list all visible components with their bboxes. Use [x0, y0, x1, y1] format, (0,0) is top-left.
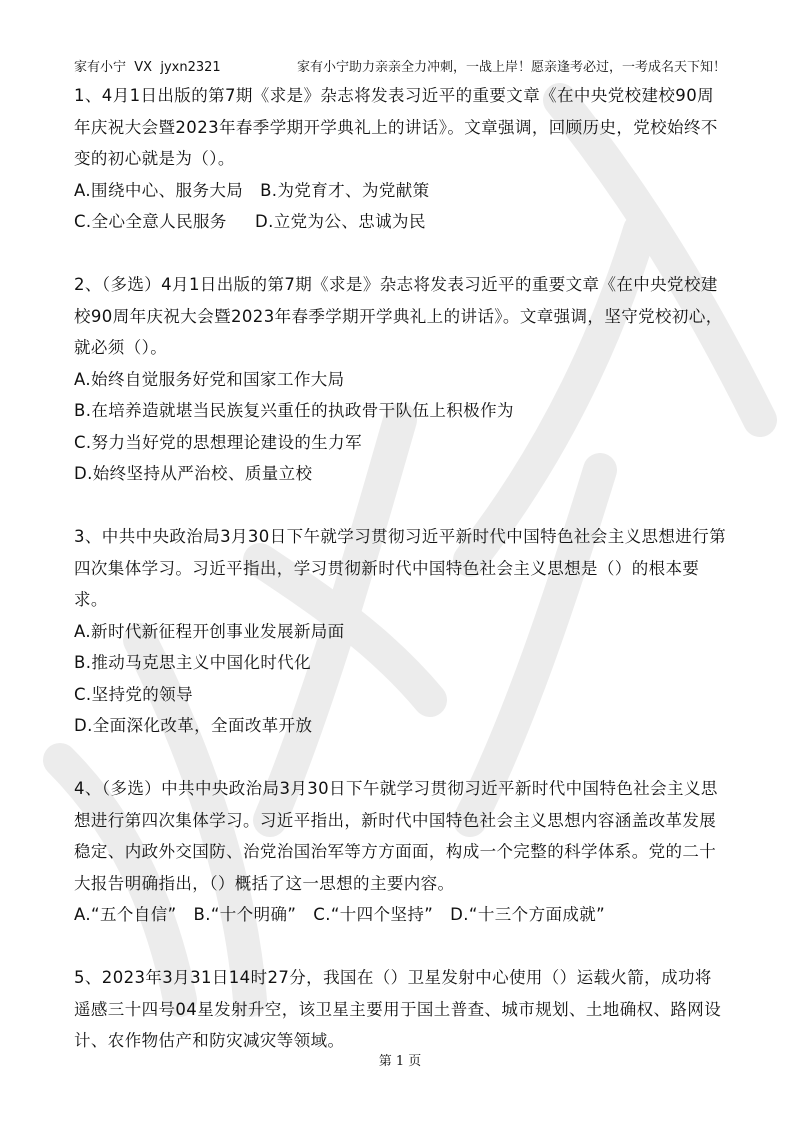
question-5 [74, 962, 728, 1057]
option-row: A.围绕中心、服务大局 B.为党育才、为党献策 [74, 180, 430, 200]
question-2 [74, 269, 728, 490]
option-row: C.全心全意人民服务 D.立党为公、忠诚为民 [74, 212, 426, 231]
header-left-text: 家有小宁 VX jyxn2321 [74, 60, 221, 75]
question-list [74, 80, 728, 1088]
option-c: C.努力当好党的思想理论建设的生力军 [74, 432, 362, 452]
option-d: D.全面深化改革，全面改革开放 [74, 716, 313, 735]
option-a: A.新时代新征程开创事业发展新局面 [74, 621, 345, 641]
question-stem: 3、中共中央政治局3月30日下午就学习贯彻习近平新时代中国特色社会主义思想进行第四次集体学习。习近平指出，学习贯彻新时代中国特色社会主义思想是（）的根本要求。 [74, 527, 726, 609]
option-c: C.坚持党的领导 [74, 684, 193, 704]
question-1 [74, 80, 728, 238]
question-4 [74, 773, 728, 931]
page-number: 第 1 页 [378, 1054, 422, 1069]
option-a: A.始终自觉服务好党和国家工作大局 [74, 369, 345, 389]
option-row: A.“五个自信” B.“十个明确” C.“十四个坚持” D.“十三个方面成就” [74, 905, 606, 924]
question-3 [74, 521, 728, 742]
header-right-slogan: 家有小宁助力亲亲全力冲刺，一战上岸！愿亲逢考必过，一考成名天下知！ [296, 60, 726, 75]
option-b: B.在培养造就堪当民族复兴重任的执政骨干队伍上积极作为 [74, 401, 514, 420]
question-stem: 4、（多选）中共中央政治局3月30日下午就学习贯彻习近平新时代中国特色社会主义思想进行第四次集体学习。习近平指出，新时代中国特色社会主义思想内容涵盖改革发展稳定、内政外交国防、治党治国治军等方方面面，构成一个完整的科学体系。党的二十大报告明确指出，（）概括了这一思想的主要内容。 [74, 779, 718, 893]
question-stem: 1、4月1日出版的第7期《求是》杂志将发表习近平的重要文章《在中央党校建校90周年庆祝大会暨2023年春季学期开学典礼上的讲话》。文章强调，回顾历史，党校始终不变的初心就是为（）。 [74, 86, 718, 168]
option-b: B.推动马克思主义中国化时代化 [74, 653, 312, 672]
question-stem: 2、（多选）4月1日出版的第7期《求是》杂志将发表习近平的重要文章《在中央党校建校90周年庆祝大会暨2023年春季学期开学典礼上的讲话》。文章强调，坚守党校初心，就必须（）。 [74, 275, 723, 357]
question-stem: 5、2023年3月31日14时27分，我国在（）卫星发射中心使用（）运载火箭，成功将遥感三十四号04星发射升空，该卫星主要用于国土普查、城市规划、土地确权、路网设计、农作物估产和防灾减灾等领域。 [74, 968, 722, 1050]
page-header [74, 56, 726, 76]
option-d: D.始终坚持从严治校、质量立校 [74, 464, 313, 483]
